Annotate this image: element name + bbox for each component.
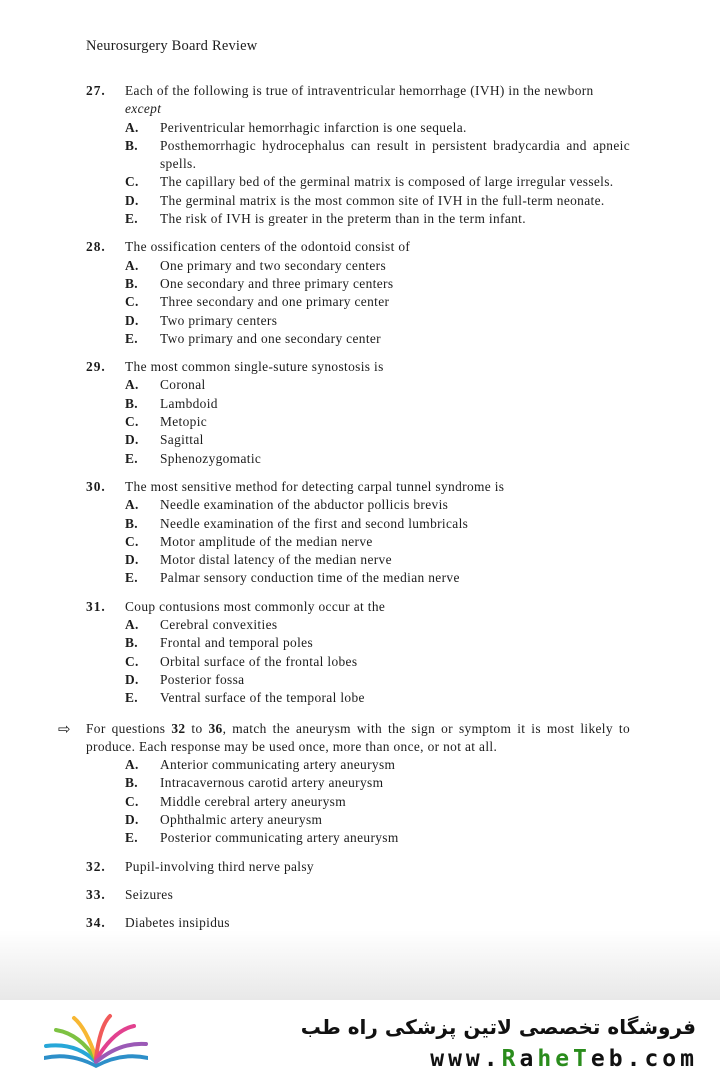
option-letter: B. <box>125 395 138 411</box>
option-text: Motor distal latency of the median nerve <box>160 552 392 568</box>
question-stem-text: Each of the following is true of intraventricular hemorrhage (IVH) in the newborn <box>125 83 594 98</box>
answer-option <box>125 376 630 394</box>
answer-option <box>125 774 630 792</box>
option-text: Palmar sensory conduction time of the median nerve <box>160 570 460 586</box>
question-number: 34. <box>86 915 106 931</box>
option-text: The capillary bed of the germinal matrix is composed of large irregular vessels. <box>160 174 614 190</box>
question-stem: Pupil-involving third nerve palsy <box>125 858 314 874</box>
question-34 <box>86 914 630 932</box>
option-letter: E. <box>125 450 138 466</box>
option-letter: E. <box>125 830 138 846</box>
answer-option <box>125 793 630 811</box>
option-text: Needle examination of the first and second lumbricals <box>160 515 469 531</box>
shop-url: www.RaheTeb.com <box>430 1046 698 1072</box>
question-stem: Coup contusions most commonly occur at the <box>125 598 386 614</box>
answer-option <box>125 653 630 671</box>
question-number: 28. <box>86 239 106 255</box>
question-stem: The ossification centers of the odontoid consist of <box>125 239 411 255</box>
answer-option <box>125 413 630 431</box>
answer-option <box>125 119 630 137</box>
option-letter: E. <box>125 330 138 346</box>
question-28 <box>86 238 630 348</box>
option-text: The risk of IVH is greater in the preterm than in the term infant. <box>160 211 526 227</box>
matching-instructions <box>58 719 630 848</box>
answer-option <box>125 137 630 174</box>
shop-name: فروشگاه تخصصی لاتین پزشکی راه طب <box>300 1015 696 1039</box>
option-letter: D. <box>125 552 139 568</box>
option-letter: A. <box>125 617 139 633</box>
option-letter: C. <box>125 294 139 310</box>
option-text: Periventricular hemorrhagic infarction is one sequela. <box>160 119 467 135</box>
answer-option <box>125 756 630 774</box>
answer-option <box>125 257 630 275</box>
option-letter: B. <box>125 775 138 791</box>
option-text: Posterior fossa <box>160 671 245 687</box>
answer-option <box>125 551 630 569</box>
question-number: 30. <box>86 478 106 494</box>
answer-option <box>125 533 630 551</box>
answer-option <box>125 450 630 468</box>
option-letter: E. <box>125 570 138 586</box>
answer-option <box>125 192 630 210</box>
open-book-logo-icon <box>40 1012 152 1068</box>
option-text: Lambdoid <box>160 395 218 411</box>
question-number: 27. <box>86 83 106 98</box>
running-head: Neurosurgery Board Review <box>86 38 258 54</box>
answer-option <box>125 275 630 293</box>
option-text: Posthemorrhagic hydrocephalus can result in persistent bradycardia and apneic spells. <box>160 137 630 172</box>
answer-option <box>125 829 630 847</box>
option-text: Needle examination of the abductor pollicis brevis <box>160 497 449 513</box>
question-number: 33. <box>86 886 106 902</box>
question-stem: Seizures <box>125 886 174 902</box>
answer-option <box>125 634 630 652</box>
option-text: Intracavernous carotid artery aneurysm <box>160 775 384 791</box>
answer-option <box>125 330 630 348</box>
question-30 <box>86 478 630 588</box>
option-letter: C. <box>125 414 139 430</box>
option-text: Orbital surface of the frontal lobes <box>160 653 358 669</box>
answer-option <box>125 616 630 634</box>
answer-option <box>125 395 630 413</box>
question-33 <box>86 886 630 904</box>
option-text: Two primary centers <box>160 312 278 328</box>
option-text: Middle cerebral artery aneurysm <box>160 793 346 809</box>
option-text: Two primary and one secondary center <box>160 330 381 346</box>
option-text: Sagittal <box>160 432 204 448</box>
except-label: except <box>125 101 162 117</box>
answer-option <box>125 671 630 689</box>
option-letter: E. <box>125 211 138 227</box>
option-letter: B. <box>125 137 138 153</box>
option-letter: C. <box>125 533 139 549</box>
option-text: Motor amplitude of the median nerve <box>160 533 373 549</box>
question-range-end: 36 <box>208 720 223 736</box>
answer-option <box>125 515 630 533</box>
option-letter: A. <box>125 377 139 393</box>
option-text: One secondary and three primary centers <box>160 275 394 291</box>
option-text: Cerebral convexities <box>160 617 278 633</box>
question-27 <box>86 82 630 228</box>
option-text: Posterior communicating artery aneurysm <box>160 830 399 846</box>
option-text: Sphenozygomatic <box>160 450 262 466</box>
option-letter: D. <box>125 432 139 448</box>
answer-option <box>125 431 630 449</box>
answer-option <box>125 210 630 228</box>
option-letter: B. <box>125 635 138 651</box>
option-text: Anterior communicating artery aneurysm <box>160 757 396 773</box>
answer-option <box>125 496 630 514</box>
question-31 <box>86 598 630 708</box>
question-29 <box>86 358 630 468</box>
answer-option <box>125 811 630 829</box>
question-32 <box>86 858 630 876</box>
answer-option <box>125 689 630 707</box>
option-text: Frontal and temporal poles <box>160 635 314 651</box>
option-letter: C. <box>125 174 139 190</box>
option-text: One primary and two secondary centers <box>160 257 387 273</box>
question-stem: The most sensitive method for detecting carpal tunnel syndrome is <box>125 478 505 494</box>
option-letter: D. <box>125 671 139 687</box>
matching-instructions-text: For questions 32 to 36, match the aneurysm with the sign or symptom it is most likely to produce. Each response may be used once, more than once, or not at all. <box>86 720 630 754</box>
question-number: 31. <box>86 598 106 614</box>
question-stem: The most common single-suture synostosis is <box>125 359 384 375</box>
question-range-start: 32 <box>171 720 186 736</box>
option-letter: A. <box>125 497 139 513</box>
answer-option <box>125 173 630 191</box>
option-letter: D. <box>125 811 139 827</box>
question-number: 32. <box>86 858 106 874</box>
option-text: Coronal <box>160 377 206 393</box>
hand-pointer-icon: ⇨ <box>58 719 71 738</box>
question-stem <box>125 82 630 119</box>
option-letter: D. <box>125 192 139 208</box>
option-letter: B. <box>125 515 138 531</box>
matching-options <box>86 756 630 847</box>
option-text: Three secondary and one primary center <box>160 294 390 310</box>
option-letter: D. <box>125 312 139 328</box>
option-letter: C. <box>125 653 139 669</box>
question-stem: Diabetes insipidus <box>125 915 230 931</box>
answer-option <box>125 293 630 311</box>
option-letter: E. <box>125 690 138 706</box>
question-list <box>58 82 630 942</box>
option-letter: C. <box>125 793 139 809</box>
option-letter: A. <box>125 119 139 135</box>
option-text: Ophthalmic artery aneurysm <box>160 811 323 827</box>
option-text: Metopic <box>160 414 208 430</box>
answer-option <box>125 312 630 330</box>
answer-option <box>125 569 630 587</box>
option-text: Ventral surface of the temporal lobe <box>160 690 365 706</box>
option-letter: B. <box>125 275 138 291</box>
option-text: The germinal matrix is the most common site of IVH in the full-term neonate. <box>160 192 605 208</box>
option-letter: A. <box>125 757 139 773</box>
question-number: 29. <box>86 359 106 375</box>
option-letter: A. <box>125 257 139 273</box>
